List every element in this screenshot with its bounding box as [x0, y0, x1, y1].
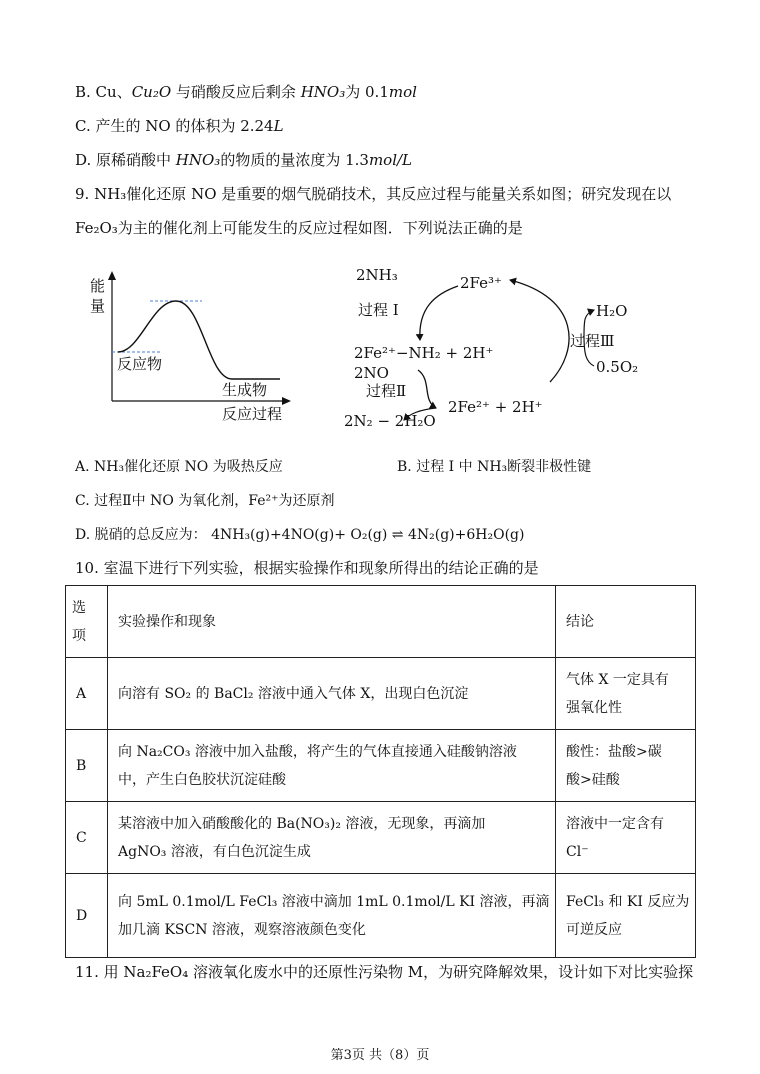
- process2-arrow: [418, 370, 436, 408]
- o2-label: 0.5O₂: [596, 358, 639, 376]
- row-c-operation: [108, 802, 556, 874]
- q9-stem-line1: 9. NH₃催化还原 NO 是重要的烟气脱硝技术，其反应过程与能量关系如图；研究发现在以: [75, 185, 672, 203]
- q8-b-unit: mol: [388, 83, 417, 101]
- row-d-op-line2: 加几滴 KSCN 溶液，观察溶液颜色变化: [118, 921, 366, 938]
- process3-arc-arrow: [510, 280, 569, 382]
- table-row: [66, 730, 696, 802]
- row-c-op-line1: 某溶液中加入硝酸酸化的 Ba(NO₃)₂ 溶液，无现象，再滴加: [118, 815, 486, 832]
- table-row: [66, 802, 696, 874]
- n2-h2o-label: 2N₂ − 2H₂O: [344, 412, 436, 430]
- row-b-con-line2: 酸>硅酸: [566, 771, 620, 788]
- energy-diagram: [80, 265, 300, 425]
- row-d-con-line1: FeCl₃ 和 KI 反应为: [566, 893, 690, 910]
- row-c-conclusion: [556, 802, 696, 874]
- header-conclusion: 结论: [556, 586, 696, 658]
- header-option-line1: 选: [72, 599, 86, 616]
- process3-label: 过程Ⅲ: [570, 332, 615, 350]
- q8-d-unit: mol/L: [368, 151, 413, 169]
- row-d-option: D: [66, 874, 108, 958]
- process2-label: 过程Ⅱ: [366, 382, 407, 400]
- h2o-label: H₂O: [596, 302, 628, 320]
- no-label: 2NO: [354, 364, 389, 382]
- q8-b-tail: 为 0.1: [345, 83, 389, 101]
- experiment-table: [65, 585, 696, 958]
- q8-d-mid: 的物质的量浓度为 1.3: [220, 151, 369, 169]
- q9-option-b: B. 过程 I 中 NH₃断裂非极性键: [397, 459, 592, 475]
- q8-b-hno3: HNO₃: [300, 83, 346, 101]
- reactant-label: 反应物: [117, 355, 163, 373]
- row-c-option: C: [66, 802, 108, 874]
- q8-c-text: C. 产生的 NO 的体积为 2.24: [75, 117, 274, 135]
- q9-option-a: A. NH₃催化还原 NO 为吸热反应: [75, 459, 283, 475]
- table-row: [66, 874, 696, 958]
- row-d-operation: [108, 874, 556, 958]
- header-operation: 实验操作和现象: [108, 586, 556, 658]
- process1-label: 过程 I: [358, 301, 399, 319]
- q8-option-b: [75, 82, 417, 102]
- row-d-con-line2: 可逆反应: [566, 921, 622, 938]
- header-option: [66, 586, 108, 658]
- row-b-conclusion: [556, 730, 696, 802]
- q10-stem: 10. 室温下进行下列实验，根据实验操作和现象所得出的结论正确的是: [75, 559, 539, 577]
- row-b-con-line1: 酸性：盐酸>碳: [566, 743, 662, 760]
- process1-arrow: [420, 286, 458, 340]
- row-a-op-line1: 向溶有 SO₂ 的 BaCl₂ 溶液中通入气体 X，出现白色沉淀: [118, 685, 469, 702]
- q9-option-d: D. 脱硝的总反应为： 4NH₃(g)+4NO(g)+ O₂(g) ⇌ 4N₂(g)+6H₂O(g): [75, 527, 525, 543]
- q8-option-d: [75, 150, 412, 170]
- row-a-option: A: [66, 658, 108, 730]
- y-label-1: 能: [90, 277, 106, 295]
- row-a-operation: [108, 658, 556, 730]
- y-label-2: 量: [90, 297, 106, 315]
- product-label: 生成物: [222, 381, 268, 399]
- row-a-con-line2: 强氧化性: [566, 699, 622, 716]
- x-axis-arrow-icon: [282, 397, 291, 405]
- q11-stem: 11. 用 Na₂FeO₄ 溶液氧化废水中的还原性污染物 M，为研究降解效果，设计如下对比实验探: [75, 963, 694, 981]
- table-row: [66, 658, 696, 730]
- q8-c-unit: L: [273, 117, 284, 135]
- fe-nh2-label: 2Fe²⁺−NH₂ + 2H⁺: [354, 344, 494, 362]
- row-d-conclusion: [556, 874, 696, 958]
- q8-d-text: D. 原稀硝酸中: [75, 151, 176, 169]
- row-c-op-line2: AgNO₃ 溶液，有白色沉淀生成: [118, 843, 311, 860]
- row-d-op-line1: 向 5mL 0.1mol/L FeCl₃ 溶液中滴加 1mL 0.1mol/L KI 溶液，再滴: [118, 893, 550, 910]
- table-header-row: [66, 586, 696, 658]
- q8-b-cu2o: Cu₂O: [131, 83, 172, 101]
- x-axis-label: 反应过程: [222, 405, 283, 423]
- row-a-conclusion: [556, 658, 696, 730]
- fe2-h-label: 2Fe²⁺ + 2H⁺: [448, 398, 543, 416]
- row-b-operation: [108, 730, 556, 802]
- row-c-con-line2: Cl⁻: [566, 843, 589, 860]
- q9-option-c: C. 过程Ⅱ中 NO 为氧化剂，Fe²⁺为还原剂: [75, 493, 335, 509]
- cycle-diagram: [340, 258, 670, 438]
- page-footer: 第3页 共（8）页: [330, 1048, 430, 1063]
- row-b-option: B: [66, 730, 108, 802]
- q9-stem-line2: Fe₂O₃为主的催化剂上可能发生的反应过程如图．下列说法正确的是: [75, 219, 523, 237]
- fe3-label: 2Fe³⁺: [460, 274, 502, 292]
- row-a-con-line1: 气体 X 一定具有: [566, 671, 669, 688]
- q8-b-mid: 与硝酸反应后剩余: [171, 83, 301, 101]
- header-option-line2: 项: [72, 627, 86, 644]
- row-c-con-line1: 溶液中一定含有: [566, 815, 664, 832]
- row-b-op-line2: 中，产生白色胶状沉淀硅酸: [118, 771, 286, 788]
- nh3-label: 2NH₃: [356, 266, 398, 284]
- y-axis-arrow-icon: [108, 271, 116, 280]
- q8-d-hno3: HNO₃: [175, 151, 221, 169]
- q8-b-text: B. Cu、: [75, 83, 132, 101]
- row-b-op-line1: 向 Na₂CO₃ 溶液中加入盐酸，将产生的气体直接通入硅酸钠溶液: [118, 743, 517, 760]
- q8-option-c: [75, 116, 284, 136]
